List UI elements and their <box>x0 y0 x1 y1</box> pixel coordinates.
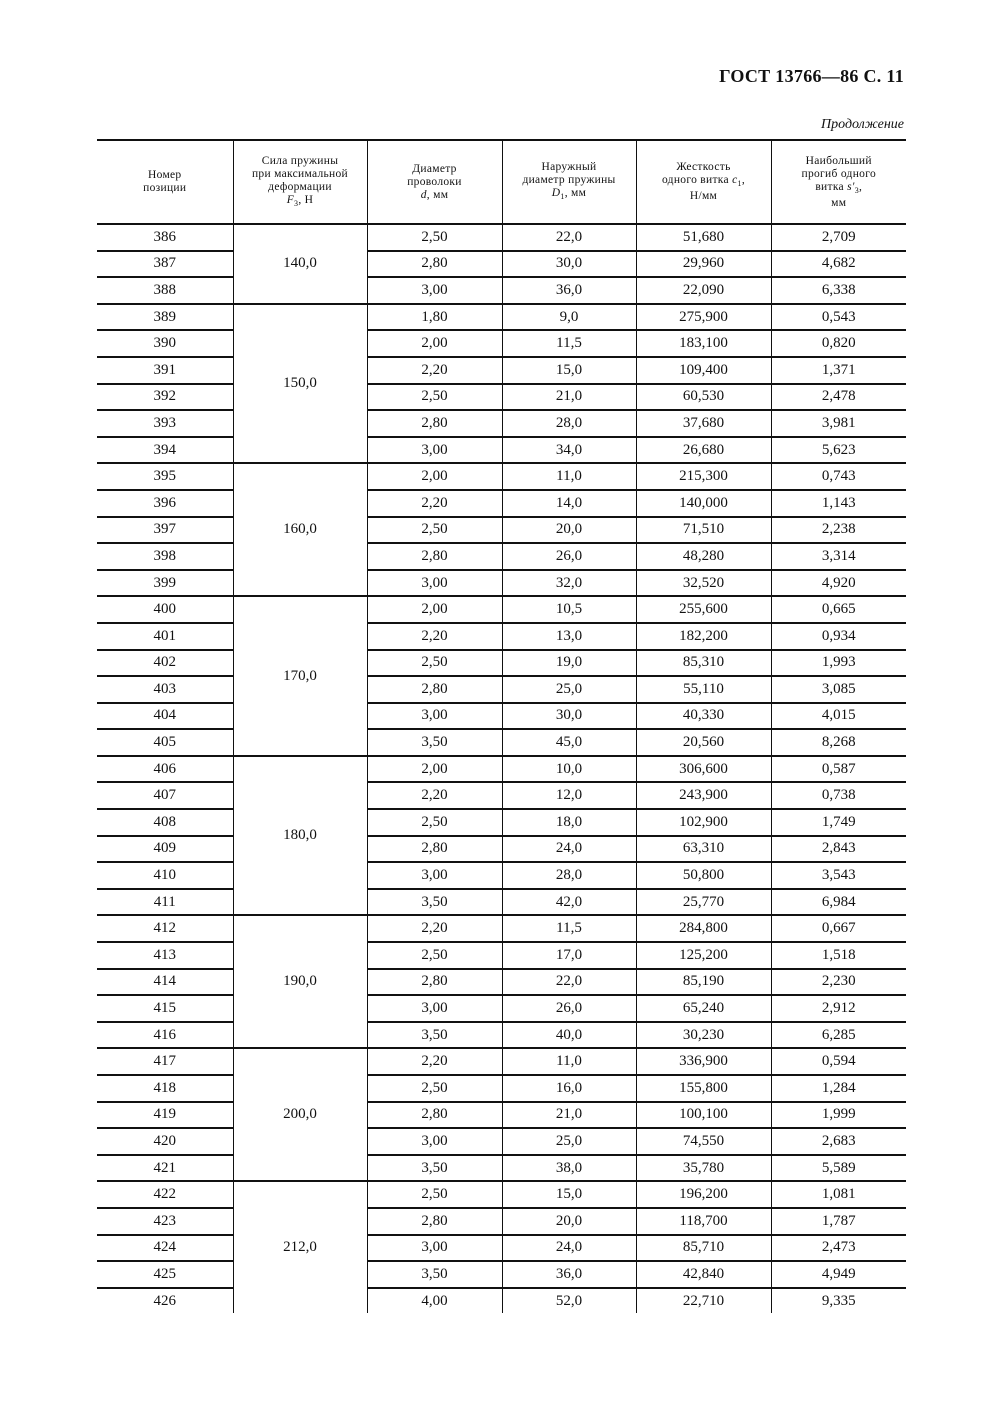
table-row <box>97 703 906 730</box>
max-deflection-cell: 2,238 <box>771 517 906 544</box>
position-number-cell: 414 <box>97 969 233 996</box>
position-number-cell: 400 <box>97 596 233 623</box>
position-number-cell: 406 <box>97 756 233 783</box>
position-number-cell: 426 <box>153 1292 176 1309</box>
max-deflection-cell: 6,338 <box>771 277 906 304</box>
table-row <box>97 889 906 916</box>
max-deflection-cell: 0,665 <box>771 596 906 623</box>
outer-diameter-cell: 25,0 <box>502 676 636 703</box>
spring-force-cell: 212,0 <box>233 1181 367 1313</box>
position-number-cell: 411 <box>97 889 233 916</box>
max-deflection-cell: 0,667 <box>771 915 906 942</box>
outer-diameter-cell: 38,0 <box>502 1155 636 1182</box>
coil-stiffness-cell: 102,900 <box>636 809 771 836</box>
table-row <box>97 650 906 677</box>
outer-diameter-cell: 24,0 <box>502 836 636 863</box>
wire-diameter-cell: 3,50 <box>367 729 502 756</box>
table-row <box>97 782 906 809</box>
max-deflection-cell: 4,949 <box>771 1261 906 1288</box>
table-row <box>97 729 906 756</box>
position-number-cell: 407 <box>97 782 233 809</box>
max-deflection-cell: 2,230 <box>771 969 906 996</box>
coil-stiffness-cell: 306,600 <box>636 756 771 783</box>
max-deflection-cell: 3,085 <box>771 676 906 703</box>
position-number-cell: 405 <box>97 729 233 756</box>
wire-diameter-cell: 2,50 <box>367 1181 502 1208</box>
max-deflection-cell: 3,981 <box>771 410 906 437</box>
position-number-cell: 422 <box>97 1181 233 1208</box>
table-row <box>97 995 906 1022</box>
table-row <box>97 1128 906 1155</box>
max-deflection-cell: 5,589 <box>771 1155 906 1182</box>
coil-stiffness-cell: 51,680 <box>636 224 771 251</box>
wire-diameter-cell: 2,50 <box>367 650 502 677</box>
position-number-cell: 418 <box>97 1075 233 1102</box>
table-row <box>97 357 906 384</box>
outer-diameter-cell: 26,0 <box>502 995 636 1022</box>
wire-diameter-cell: 3,00 <box>367 862 502 889</box>
outer-diameter-cell: 13,0 <box>502 623 636 650</box>
table-row <box>97 942 906 969</box>
max-deflection-cell: 0,594 <box>771 1048 906 1075</box>
max-deflection-cell: 5,623 <box>771 437 906 464</box>
max-deflection-cell: 4,682 <box>771 251 906 278</box>
max-deflection-cell: 0,738 <box>771 782 906 809</box>
wire-diameter-cell: 2,50 <box>367 517 502 544</box>
wire-diameter-cell: 2,80 <box>367 1208 502 1235</box>
spring-force-cell: 180,0 <box>233 756 367 916</box>
header-position-number: Номер позиции <box>97 140 233 224</box>
coil-stiffness-cell: 85,310 <box>636 650 771 677</box>
table-row <box>97 1288 906 1314</box>
coil-stiffness-cell: 65,240 <box>636 995 771 1022</box>
wire-diameter-cell: 4,00 <box>367 1288 502 1314</box>
table-row <box>97 224 906 251</box>
outer-diameter-cell: 36,0 <box>502 1261 636 1288</box>
position-number-cell: 397 <box>97 517 233 544</box>
coil-stiffness-cell: 118,700 <box>636 1208 771 1235</box>
wire-diameter-cell: 2,80 <box>367 1102 502 1129</box>
max-deflection-cell: 8,268 <box>771 729 906 756</box>
outer-diameter-cell: 52,0 <box>502 1288 636 1314</box>
coil-stiffness-cell: 26,680 <box>636 437 771 464</box>
outer-diameter-cell: 11,0 <box>502 1048 636 1075</box>
outer-diameter-cell: 15,0 <box>502 1181 636 1208</box>
max-deflection-cell: 4,015 <box>771 703 906 730</box>
wire-diameter-cell: 2,80 <box>367 836 502 863</box>
coil-stiffness-cell: 85,190 <box>636 969 771 996</box>
table-row <box>97 437 906 464</box>
outer-diameter-cell: 18,0 <box>502 809 636 836</box>
position-number-cell: 420 <box>97 1128 233 1155</box>
coil-stiffness-cell: 183,100 <box>636 330 771 357</box>
position-number-cell: 415 <box>97 995 233 1022</box>
max-deflection-cell: 1,518 <box>771 942 906 969</box>
max-deflection-cell: 1,081 <box>771 1181 906 1208</box>
outer-diameter-cell: 16,0 <box>502 1075 636 1102</box>
outer-diameter-cell: 20,0 <box>502 1208 636 1235</box>
table-row <box>97 969 906 996</box>
outer-diameter-cell: 26,0 <box>502 543 636 570</box>
wire-diameter-cell: 2,20 <box>367 1048 502 1075</box>
max-deflection-cell: 1,284 <box>771 1075 906 1102</box>
coil-stiffness-cell: 74,550 <box>636 1128 771 1155</box>
max-deflection-cell: 1,143 <box>771 490 906 517</box>
coil-stiffness-cell: 42,840 <box>636 1261 771 1288</box>
coil-stiffness-cell: 20,560 <box>636 729 771 756</box>
outer-diameter-cell: 32,0 <box>502 570 636 597</box>
wire-diameter-cell: 2,20 <box>367 357 502 384</box>
max-deflection-cell: 4,920 <box>771 570 906 597</box>
max-deflection-cell: 6,285 <box>771 1022 906 1049</box>
wire-diameter-cell: 2,20 <box>367 915 502 942</box>
outer-diameter-cell: 36,0 <box>502 277 636 304</box>
coil-stiffness-cell: 25,770 <box>636 889 771 916</box>
outer-diameter-cell: 10,5 <box>502 596 636 623</box>
table-row <box>97 915 906 942</box>
header-wire-diameter: Диаметр проволоки d, мм <box>367 140 502 224</box>
spring-force-cell: 200,0 <box>233 1048 367 1181</box>
spring-force-cell: 150,0 <box>233 304 367 464</box>
position-number-cell: 425 <box>97 1261 233 1288</box>
wire-diameter-cell: 1,80 <box>367 304 502 331</box>
outer-diameter-cell: 19,0 <box>502 650 636 677</box>
wire-diameter-cell: 2,80 <box>367 969 502 996</box>
table-row <box>97 1022 906 1049</box>
coil-stiffness-cell: 125,200 <box>636 942 771 969</box>
wire-diameter-cell: 2,00 <box>367 330 502 357</box>
wire-diameter-cell: 2,50 <box>367 224 502 251</box>
table-row <box>97 304 906 331</box>
coil-stiffness-cell: 284,800 <box>636 915 771 942</box>
coil-stiffness-cell: 215,300 <box>636 463 771 490</box>
max-deflection-cell: 2,912 <box>771 995 906 1022</box>
position-number-cell: 394 <box>97 437 233 464</box>
outer-diameter-cell: 24,0 <box>502 1235 636 1262</box>
table-row <box>97 1261 906 1288</box>
position-number-cell: 399 <box>97 570 233 597</box>
coil-stiffness-cell: 85,710 <box>636 1235 771 1262</box>
wire-diameter-cell: 3,00 <box>367 995 502 1022</box>
position-number-cell: 388 <box>97 277 233 304</box>
position-number-cell: 421 <box>97 1155 233 1182</box>
position-number-cell: 416 <box>97 1022 233 1049</box>
wire-diameter-cell: 2,50 <box>367 384 502 411</box>
max-deflection-cell: 2,478 <box>771 384 906 411</box>
wire-diameter-cell: 3,00 <box>367 570 502 597</box>
wire-diameter-cell: 3,50 <box>367 1022 502 1049</box>
wire-diameter-cell: 2,80 <box>367 676 502 703</box>
coil-stiffness-cell: 48,280 <box>636 543 771 570</box>
wire-diameter-cell: 3,50 <box>367 889 502 916</box>
outer-diameter-cell: 30,0 <box>502 703 636 730</box>
position-number-cell: 392 <box>97 384 233 411</box>
table-row <box>97 862 906 889</box>
table-row <box>97 623 906 650</box>
outer-diameter-cell: 11,0 <box>502 463 636 490</box>
wire-diameter-cell: 2,00 <box>367 756 502 783</box>
table-row <box>97 756 906 783</box>
outer-diameter-cell: 28,0 <box>502 410 636 437</box>
position-number-cell: 402 <box>97 650 233 677</box>
wire-diameter-cell: 2,50 <box>367 809 502 836</box>
table-body <box>97 224 906 1313</box>
coil-stiffness-cell: 71,510 <box>636 517 771 544</box>
wire-diameter-cell: 3,50 <box>367 1261 502 1288</box>
wire-diameter-cell: 2,20 <box>367 490 502 517</box>
position-number-cell: 417 <box>97 1048 233 1075</box>
outer-diameter-cell: 12,0 <box>502 782 636 809</box>
position-number-cell: 408 <box>97 809 233 836</box>
position-number-cell: 398 <box>97 543 233 570</box>
coil-stiffness-cell: 30,230 <box>636 1022 771 1049</box>
wire-diameter-cell: 2,50 <box>367 942 502 969</box>
position-number-cell: 404 <box>97 703 233 730</box>
wire-diameter-cell: 3,50 <box>367 1155 502 1182</box>
table-row <box>97 490 906 517</box>
outer-diameter-cell: 22,0 <box>502 224 636 251</box>
table-header-row <box>97 140 906 224</box>
outer-diameter-cell: 9,0 <box>502 304 636 331</box>
position-number-cell: 419 <box>97 1102 233 1129</box>
max-deflection-cell: 2,843 <box>771 836 906 863</box>
outer-diameter-cell: 22,0 <box>502 969 636 996</box>
coil-stiffness-cell: 100,100 <box>636 1102 771 1129</box>
header-coil-stiffness: Жесткость одного витка $c_1$, Н/мм <box>636 140 771 224</box>
wire-diameter-cell: 2,00 <box>367 463 502 490</box>
coil-stiffness-cell: 35,780 <box>636 1155 771 1182</box>
max-deflection-cell: 1,749 <box>771 809 906 836</box>
position-number-cell: 410 <box>97 862 233 889</box>
position-number-cell: 389 <box>97 304 233 331</box>
max-deflection-cell: 3,543 <box>771 862 906 889</box>
outer-diameter-cell: 45,0 <box>502 729 636 756</box>
wire-diameter-cell: 2,20 <box>367 782 502 809</box>
max-deflection-cell: 3,314 <box>771 543 906 570</box>
coil-stiffness-cell: 22,090 <box>636 277 771 304</box>
outer-diameter-cell: 11,5 <box>502 330 636 357</box>
table-row <box>97 1048 906 1075</box>
outer-diameter-cell: 28,0 <box>502 862 636 889</box>
position-number-cell: 403 <box>97 676 233 703</box>
position-number-cell: 413 <box>97 942 233 969</box>
wire-diameter-cell: 3,00 <box>367 1235 502 1262</box>
coil-stiffness-cell: 40,330 <box>636 703 771 730</box>
coil-stiffness-cell: 32,520 <box>636 570 771 597</box>
table-row <box>97 1155 906 1182</box>
wire-diameter-cell: 2,80 <box>367 410 502 437</box>
outer-diameter-cell: 11,5 <box>502 915 636 942</box>
coil-stiffness-cell: 29,960 <box>636 251 771 278</box>
wire-diameter-cell: 2,50 <box>367 1075 502 1102</box>
max-deflection-cell: 2,473 <box>771 1235 906 1262</box>
spring-force-cell: 190,0 <box>233 915 367 1048</box>
table-row <box>97 836 906 863</box>
table-row <box>97 463 906 490</box>
max-deflection-cell: 2,709 <box>771 224 906 251</box>
coil-stiffness-cell: 275,900 <box>636 304 771 331</box>
table-row <box>97 676 906 703</box>
coil-stiffness-cell: 37,680 <box>636 410 771 437</box>
table-row <box>97 410 906 437</box>
coil-stiffness-cell: 109,400 <box>636 357 771 384</box>
position-number-cell: 393 <box>97 410 233 437</box>
table-row <box>97 384 906 411</box>
outer-diameter-cell: 30,0 <box>502 251 636 278</box>
table-row <box>97 277 906 304</box>
outer-diameter-cell: 42,0 <box>502 889 636 916</box>
coil-stiffness-cell: 55,110 <box>636 676 771 703</box>
position-number-cell: 396 <box>97 490 233 517</box>
outer-diameter-cell: 14,0 <box>502 490 636 517</box>
coil-stiffness-cell: 182,200 <box>636 623 771 650</box>
header-spring-force: Сила пружины при максимальной деформации $F_3$, Н <box>233 140 367 224</box>
max-deflection-cell: 1,993 <box>771 650 906 677</box>
position-number-cell: 412 <box>97 915 233 942</box>
table-row <box>97 1075 906 1102</box>
coil-stiffness-cell: 60,530 <box>636 384 771 411</box>
outer-diameter-cell: 21,0 <box>502 1102 636 1129</box>
wire-diameter-cell: 3,00 <box>367 703 502 730</box>
outer-diameter-cell: 15,0 <box>502 357 636 384</box>
outer-diameter-cell: 25,0 <box>502 1128 636 1155</box>
spring-force-cell: 140,0 <box>233 224 367 304</box>
header-max-coil-deflection: Наибольший прогиб одного витка $s'_3$, мм <box>771 140 906 224</box>
position-number-cell: 386 <box>97 224 233 251</box>
max-deflection-cell: 0,543 <box>771 304 906 331</box>
header-outer-diameter: Наружный диаметр пружины $D_1$, мм <box>502 140 636 224</box>
table-row <box>97 596 906 623</box>
position-number-cell: 387 <box>97 251 233 278</box>
max-deflection-cell: 1,787 <box>771 1208 906 1235</box>
wire-diameter-cell: 3,00 <box>367 437 502 464</box>
outer-diameter-cell: 34,0 <box>502 437 636 464</box>
table-row <box>97 1235 906 1262</box>
coil-stiffness-cell: 336,900 <box>636 1048 771 1075</box>
max-deflection-cell: 6,984 <box>771 889 906 916</box>
spring-parameters-table <box>97 139 906 1313</box>
table-row <box>97 570 906 597</box>
table-row <box>97 1102 906 1129</box>
coil-stiffness-cell: 140,000 <box>636 490 771 517</box>
max-deflection-cell: 1,999 <box>771 1102 906 1129</box>
wire-diameter-cell: 2,00 <box>367 596 502 623</box>
table-row <box>97 251 906 278</box>
position-number-cell: 401 <box>97 623 233 650</box>
coil-stiffness-cell: 22,710 <box>636 1288 771 1314</box>
coil-stiffness-cell: 196,200 <box>636 1181 771 1208</box>
outer-diameter-cell: 40,0 <box>502 1022 636 1049</box>
wire-diameter-cell: 2,20 <box>367 623 502 650</box>
position-number-cell: 395 <box>97 463 233 490</box>
table-row <box>97 517 906 544</box>
outer-diameter-cell: 17,0 <box>502 942 636 969</box>
wire-diameter-cell: 2,80 <box>367 251 502 278</box>
position-number-cell: 391 <box>97 357 233 384</box>
coil-stiffness-cell: 155,800 <box>636 1075 771 1102</box>
position-number-cell: 423 <box>97 1208 233 1235</box>
outer-diameter-cell: 20,0 <box>502 517 636 544</box>
coil-stiffness-cell: 243,900 <box>636 782 771 809</box>
coil-stiffness-cell: 63,310 <box>636 836 771 863</box>
table-row <box>97 1208 906 1235</box>
coil-stiffness-cell: 50,800 <box>636 862 771 889</box>
continuation-label: Продолжение <box>821 117 904 132</box>
wire-diameter-cell: 3,00 <box>367 277 502 304</box>
table-row <box>97 809 906 836</box>
table-row <box>97 543 906 570</box>
position-number-cell: 409 <box>97 836 233 863</box>
table-row <box>97 330 906 357</box>
page-header: ГОСТ 13766—86 С. 11 <box>719 66 904 86</box>
spring-force-cell: 160,0 <box>233 463 367 596</box>
max-deflection-cell: 2,683 <box>771 1128 906 1155</box>
max-deflection-cell: 0,820 <box>771 330 906 357</box>
max-deflection-cell: 1,371 <box>771 357 906 384</box>
position-number-cell: 424 <box>97 1235 233 1262</box>
max-deflection-cell: 0,587 <box>771 756 906 783</box>
wire-diameter-cell: 2,80 <box>367 543 502 570</box>
max-deflection-cell: 0,743 <box>771 463 906 490</box>
max-deflection-cell: 9,335 <box>771 1288 906 1314</box>
max-deflection-cell: 0,934 <box>771 623 906 650</box>
outer-diameter-cell: 21,0 <box>502 384 636 411</box>
coil-stiffness-cell: 255,600 <box>636 596 771 623</box>
spring-force-cell: 170,0 <box>233 596 367 756</box>
position-number-cell: 390 <box>97 330 233 357</box>
wire-diameter-cell: 3,00 <box>367 1128 502 1155</box>
table-row <box>97 1181 906 1208</box>
outer-diameter-cell: 10,0 <box>502 756 636 783</box>
